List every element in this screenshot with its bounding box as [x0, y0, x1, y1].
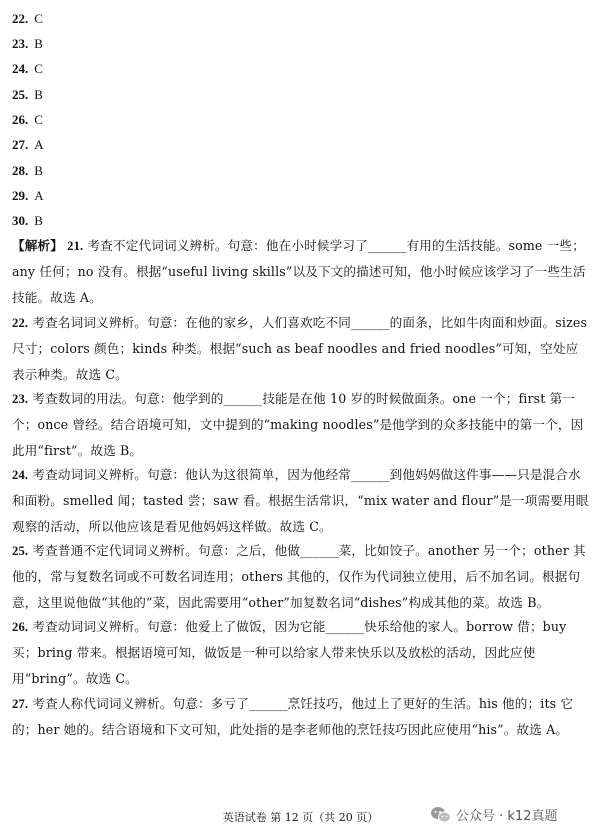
- explanation-24: 24. 考查动词词义辨析。句意：他认为这很简单，因为他经常______到他妈妈做这件事——只是混合水和面粉。smelled 闻；tasted 尝；saw 看。根据生活常识，“mix water and flour”是一项需要用眼观察的活动，所以他应该是看见他妈妈这样做。故选 C。: [12, 467, 589, 534]
- explanation-23: 23. 考查数词的用法。句意：他学到的______技能是在他 10 岁的时候做面条。one 一个；first 第一个；once 曾经。结合语境可知，文中提到的“making noodles”是他学到的众多技能中的第一个，因此用“first”。故选 B。: [12, 391, 584, 458]
- answer-item: 24. C: [12, 61, 43, 76]
- wechat-icon: [430, 806, 452, 824]
- answer-item: 27. A: [12, 137, 44, 152]
- explanation-26: 26. 考查动词词义辨析。句意：他爱上了做饭，因为它能______快乐给他的家人。borrow 借；buy 买；bring 带来。根据语境可知，做饭是一种可以给家人带来快乐以及放松的活动，因此应使用“bring”。故选 C。: [12, 619, 567, 686]
- explanation-27: 27. 考查人称代词词义辨析。句意：多亏了______烹饪技巧，他过上了更好的生活。his 他的；its 它的；her 她的。结合语境和下文可知，此处指的是李老师他的烹饪技巧因此应使用“his”。故选 A。: [12, 696, 574, 738]
- answer-item: 28. B: [12, 163, 43, 178]
- watermark-text: 公众号 · k12真题: [456, 809, 558, 824]
- answer-item: 22. C: [12, 11, 43, 26]
- explanation-21: 【解析】 21. 考查不定代词词义辨析。句意：他在小时候学习了______有用的生活技能。some 一些；any 任何；no 没有。根据“useful living skills”以及下文的描述可知，他小时候应该学习了一些生活技能。故选 A。: [12, 238, 586, 305]
- answer-item: 30. B: [12, 213, 43, 228]
- answer-item: 25. B: [12, 87, 43, 102]
- answer-item: 29. A: [12, 188, 44, 203]
- answer-item: 23. B: [12, 36, 43, 51]
- explanation-25: 25. 考查普通不定代词词义辨析。句意：之后，他做______菜，比如饺子。another 另一个；other 其他的，常与复数名词或不可数名词连用；others 其他的，仅作为代词独立使用，后不加名词。根据句意，这里说他做“其他的”菜，因此需要用“other”加复数名词“dishes”构成其他的菜。故选 B。: [12, 543, 586, 610]
- analysis-tag: 【解析】: [12, 239, 63, 253]
- page-footer: 英语试卷 第 12 页（共 20 页）: [222, 811, 379, 824]
- watermark: [430, 805, 557, 824]
- explanation-22: 22. 考查名词词义辨析。句意：在他的家乡，人们喜欢吃不同______的面条，比如牛肉面和炒面。sizes 尺寸；colors 颜色；kinds 种类。根据“such as beaf noodles and fried noodles”可知，空处应表示种类。故选 C。: [12, 315, 588, 382]
- answer-item: 26. C: [12, 112, 43, 127]
